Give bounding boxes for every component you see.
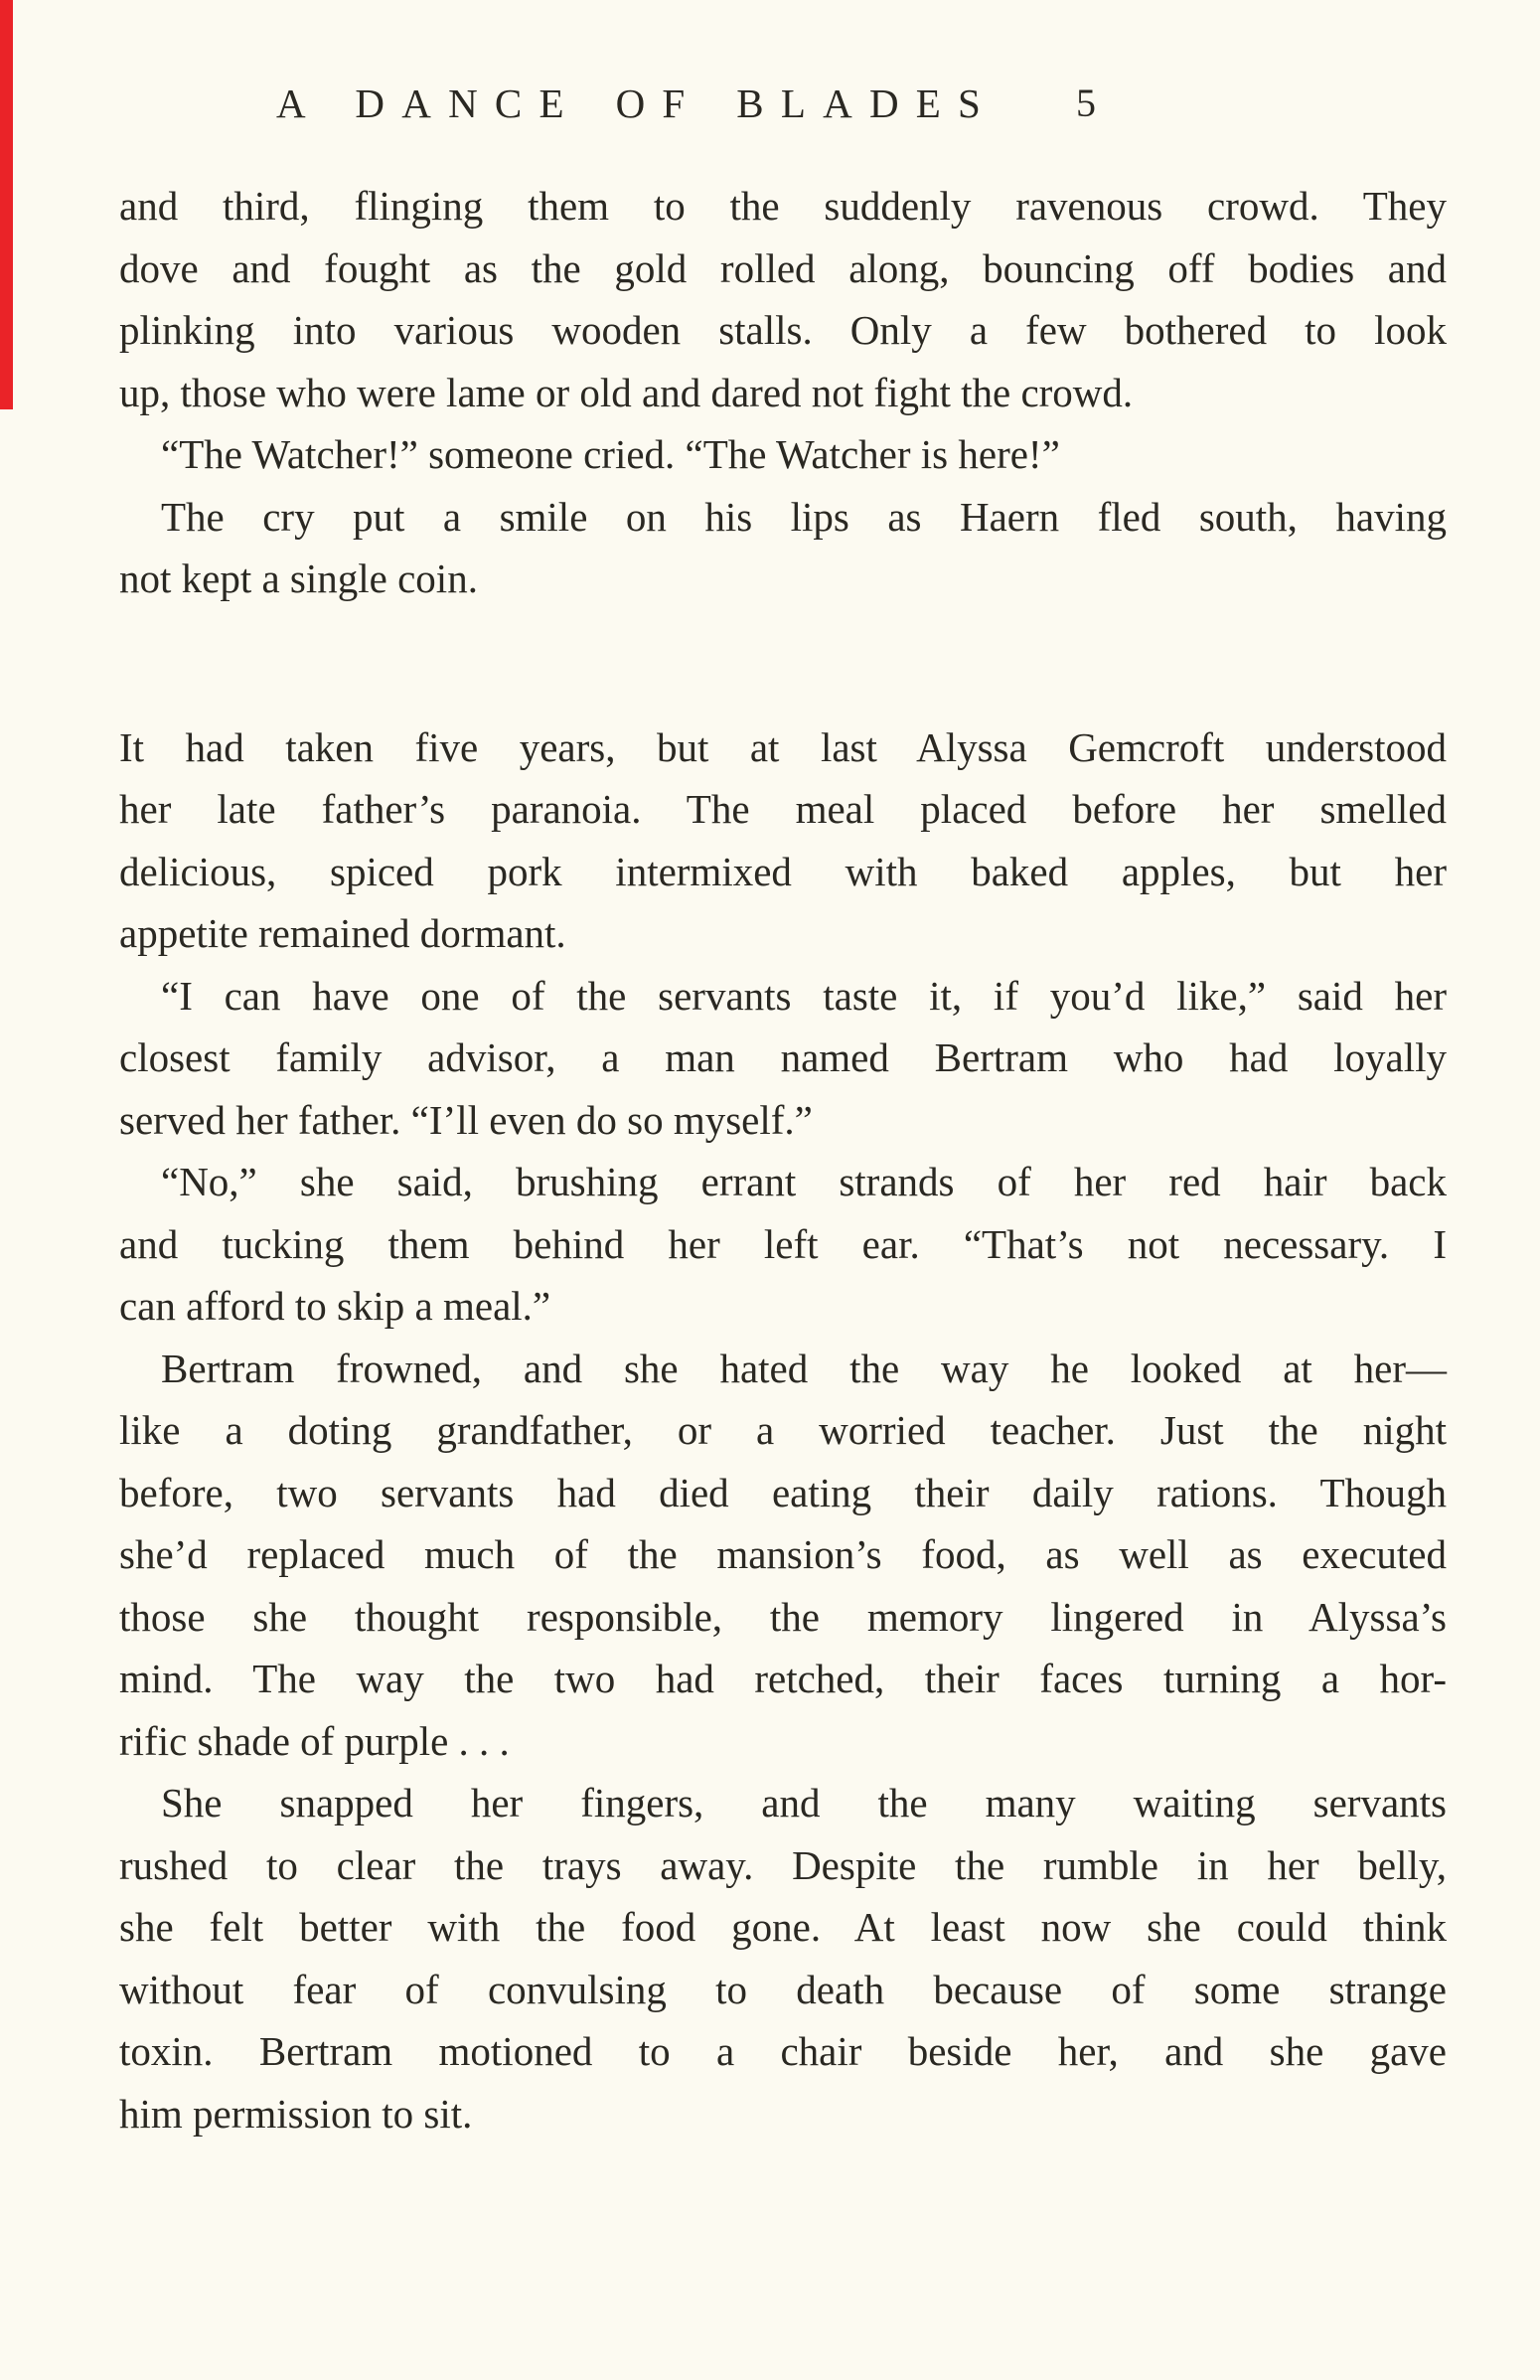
text-line: those she thought responsible, the memory lingered in Alyssa’s xyxy=(119,1593,1447,1640)
red-bookmark-strip xyxy=(0,0,13,409)
scene-break-spacer xyxy=(119,610,1447,716)
text-line: It had taken five years, but at last Alyssa Gemcroft understood xyxy=(119,723,1447,770)
text-line: dove and fought as the gold rolled along, bouncing off bodies and xyxy=(119,244,1447,291)
text-line: appetite remained dormant. xyxy=(119,910,566,956)
text-line: can afford to skip a meal.” xyxy=(119,1283,551,1329)
paragraph xyxy=(119,1151,1447,1338)
text-line: like a doting grandfather, or a worried teacher. Just the night xyxy=(119,1407,1447,1453)
text-line: closest family advisor, a man named Bertram who had loyally xyxy=(119,1034,1447,1080)
text-line: him permission to sit. xyxy=(119,2090,473,2137)
paragraph xyxy=(119,486,1447,610)
running-header-title: A DANCE OF BLADES xyxy=(276,80,999,126)
text-line: rushed to clear the trays away. Despite the rumble in her belly, xyxy=(119,1841,1447,1888)
paragraph xyxy=(119,1772,1447,2144)
text-line: “No,” she said, brushing errant strands of her red hair back xyxy=(161,1159,1447,1204)
text-line: and third, flinging them to the suddenly ravenous crowd. They xyxy=(119,183,1447,229)
text-line: and tucking them behind her left ear. “That’s not necessary. I xyxy=(119,1220,1447,1267)
body-text-block xyxy=(119,175,1447,2144)
text-line: her late father’s paranoia. The meal placed before her smelled xyxy=(119,786,1447,832)
paragraph xyxy=(119,175,1447,423)
text-line: mind. The way the two had retched, their faces turning a hor- xyxy=(119,1656,1447,1701)
text-line: not kept a single coin. xyxy=(119,555,478,601)
text-line: She snapped her fingers, and the many waiting servants xyxy=(161,1780,1447,1825)
text-line: “The Watcher!” someone cried. “The Watcher is here!” xyxy=(161,431,1060,477)
text-line: plinking into various wooden stalls. Only a few bothered to look xyxy=(119,307,1447,353)
paragraph xyxy=(119,965,1447,1152)
text-line: toxin. Bertram motioned to a chair beside her, and she gave xyxy=(119,2028,1447,2074)
paragraph xyxy=(119,1338,1447,1773)
paragraph xyxy=(119,716,1447,965)
text-line: Bertram frowned, and she hated the way he looked at her— xyxy=(161,1345,1447,1391)
text-line: before, two servants had died eating their daily rations. Though xyxy=(119,1469,1447,1515)
text-line: up, those who were lame or old and dared not fight the crowd. xyxy=(119,369,1134,415)
text-line: served her father. “I’ll even do so myself.” xyxy=(119,1096,813,1143)
text-line: The cry put a smile on his lips as Haern fled south, having xyxy=(161,493,1447,540)
text-line: she’d replaced much of the mansion’s food, as well as executed xyxy=(119,1531,1447,1577)
text-line: delicious, spiced pork intermixed with baked apples, but her xyxy=(119,848,1447,894)
text-line: “I can have one of the servants taste it, if you’d like,” said her xyxy=(161,972,1447,1019)
text-line: she felt better with the food gone. At least now she could think xyxy=(119,1904,1447,1950)
text-line: rific shade of purple . . . xyxy=(119,1717,510,1764)
paragraph xyxy=(119,423,1447,486)
text-line: without fear of convulsing to death because of some strange xyxy=(119,1966,1447,2012)
page-number: 5 xyxy=(1076,80,1096,125)
